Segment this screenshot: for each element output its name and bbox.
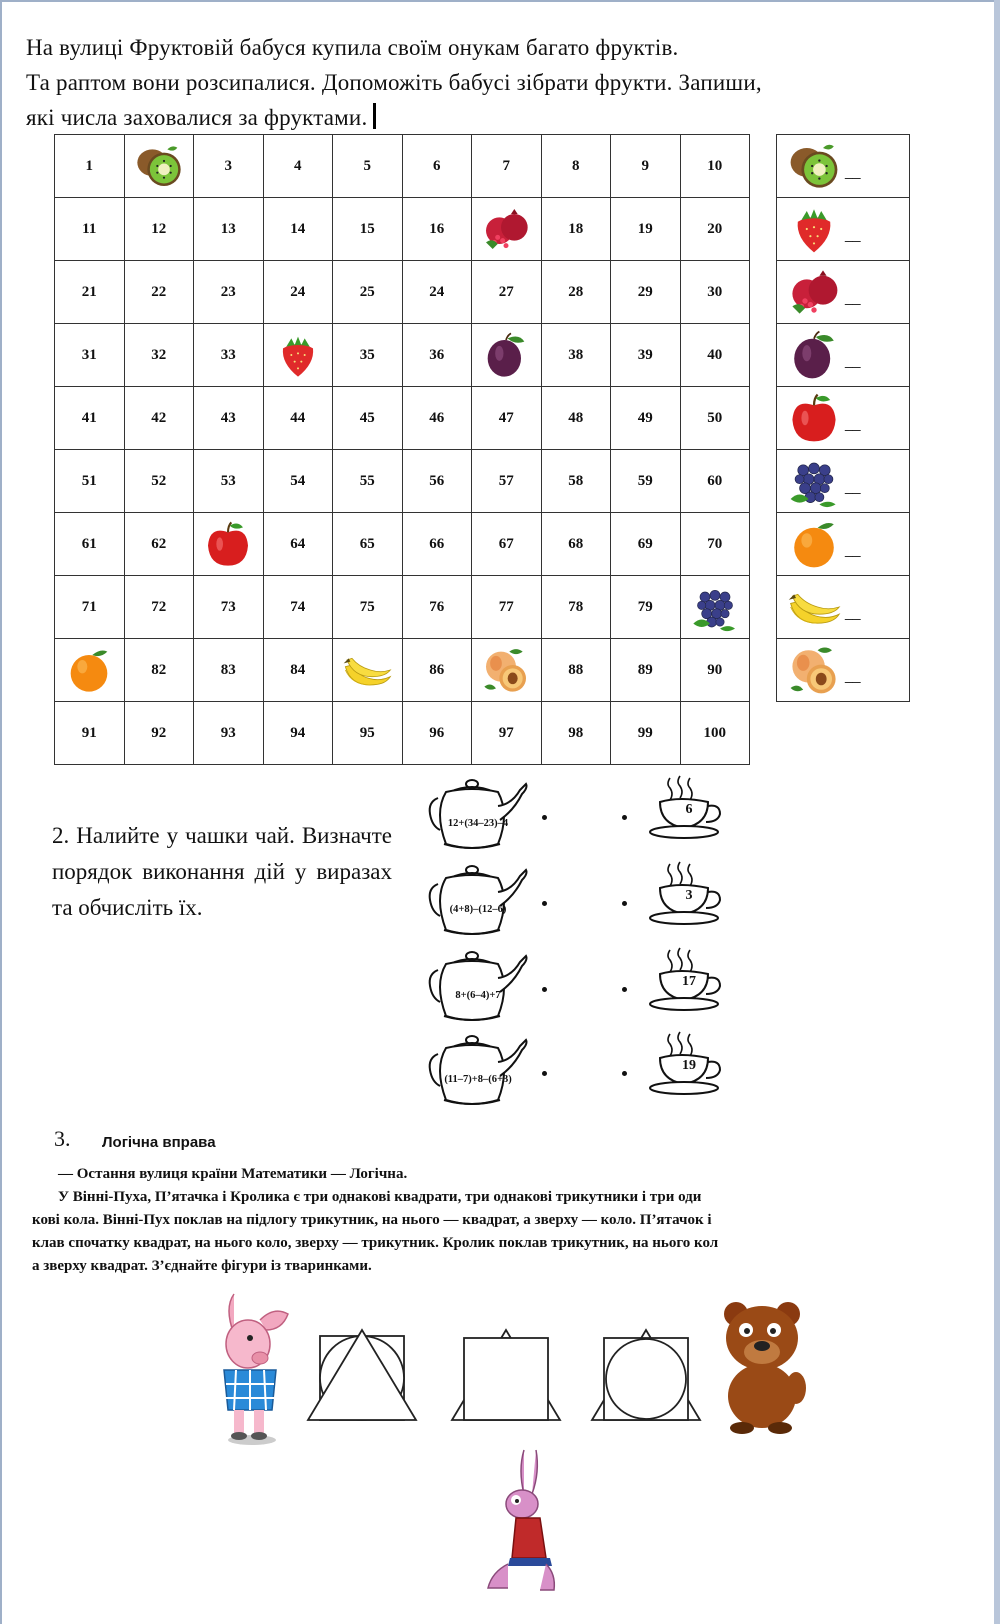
grid-cell: 86 bbox=[402, 639, 472, 702]
task3-line1: — Остання вулиця країни Математики — Логічна. bbox=[58, 1166, 408, 1182]
cup-value: 3 bbox=[685, 888, 693, 903]
grid-cell: 82 bbox=[124, 639, 194, 702]
piglet-illustration bbox=[212, 1290, 294, 1450]
grid-cell: 28 bbox=[541, 261, 611, 324]
grid-row bbox=[55, 198, 750, 261]
teapot-cup-row bbox=[424, 772, 744, 850]
grid-cell: 69 bbox=[611, 513, 681, 576]
grid-cell: 83 bbox=[194, 639, 264, 702]
hundred-grid bbox=[54, 134, 750, 765]
grid-cell: 16 bbox=[402, 198, 472, 261]
grid-cell: 9 bbox=[611, 135, 681, 198]
grid-row bbox=[55, 513, 750, 576]
match-dot-left[interactable] bbox=[542, 987, 547, 992]
grid-cell: 41 bbox=[55, 387, 125, 450]
answer-blank: __ bbox=[845, 163, 861, 179]
grid-cell: 91 bbox=[55, 702, 125, 765]
task3-line5: а зверху квадрат. З’єднайте фігури із тваринками. bbox=[32, 1258, 372, 1274]
task1-line3: які числа заховалися за фруктами. bbox=[26, 105, 368, 130]
grid-cell: 15 bbox=[333, 198, 403, 261]
fruit-answer-column bbox=[776, 134, 910, 702]
answer-blank: __ bbox=[845, 541, 861, 557]
task1-line2: Та раптом вони розсипалися. Допоможіть бабусі зібрати фрукти. Запиши, bbox=[26, 70, 762, 95]
answer-cell[interactable] bbox=[777, 639, 910, 702]
orange-icon bbox=[787, 517, 841, 571]
grid-row bbox=[55, 450, 750, 513]
grid-cell: 53 bbox=[194, 450, 264, 513]
grid-cell: 92 bbox=[124, 702, 194, 765]
orange-icon bbox=[64, 645, 114, 695]
winnie-the-pooh-illustration bbox=[712, 1296, 816, 1436]
grid-cell: 73 bbox=[194, 576, 264, 639]
grid-cell: 70 bbox=[680, 513, 750, 576]
grid-cell: 84 bbox=[263, 639, 333, 702]
grid-cell: 8 bbox=[541, 135, 611, 198]
grid-cell: 3 bbox=[194, 135, 264, 198]
grid-cell: 43 bbox=[194, 387, 264, 450]
answer-cell[interactable] bbox=[777, 513, 910, 576]
grid-cell: 19 bbox=[611, 198, 681, 261]
grid-cell: 50 bbox=[680, 387, 750, 450]
cup-value: 17 bbox=[682, 974, 696, 989]
grid-cell: 29 bbox=[611, 261, 681, 324]
grid-cell: 18 bbox=[541, 198, 611, 261]
teapot-icon bbox=[424, 944, 536, 1022]
task3-text bbox=[32, 1163, 962, 1278]
grid-cell: 48 bbox=[541, 387, 611, 450]
answer-blank: __ bbox=[845, 415, 861, 431]
match-dot-right[interactable] bbox=[622, 815, 627, 820]
window-top-border bbox=[0, 0, 1000, 2]
window-left-border bbox=[0, 0, 2, 1624]
grid-cell: 67 bbox=[472, 513, 542, 576]
teapot-cup-row bbox=[424, 944, 744, 1022]
answer-blank: __ bbox=[845, 667, 861, 683]
grid-cell-apple-icon bbox=[194, 513, 264, 576]
answer-blank: __ bbox=[845, 352, 861, 368]
cup-value: 6 bbox=[685, 802, 693, 817]
answer-cell[interactable] bbox=[777, 576, 910, 639]
grid-cell: 66 bbox=[402, 513, 472, 576]
grid-cell: 55 bbox=[333, 450, 403, 513]
pomegranate-icon bbox=[481, 204, 531, 254]
text-cursor bbox=[373, 103, 376, 129]
apple-icon bbox=[787, 391, 841, 445]
task3-line2: У Вінні-Пуха, П’ятачка і Кролика є три однакові квадрати, три однакові трикутники і три оди bbox=[58, 1189, 702, 1205]
grid-cell: 56 bbox=[402, 450, 472, 513]
grid-cell: 1 bbox=[55, 135, 125, 198]
grid-cell: 58 bbox=[541, 450, 611, 513]
grid-cell: 95 bbox=[333, 702, 403, 765]
grid-cell: 90 bbox=[680, 639, 750, 702]
strawberry-icon bbox=[787, 202, 841, 256]
grid-cell: 11 bbox=[55, 198, 125, 261]
teapot-icon bbox=[424, 772, 536, 850]
grid-cell: 47 bbox=[472, 387, 542, 450]
window-right-border bbox=[994, 0, 1000, 1624]
grid-cell: 40 bbox=[680, 324, 750, 387]
grid-cell-orange-icon bbox=[55, 639, 125, 702]
grid-cell: 39 bbox=[611, 324, 681, 387]
grid-cell-grapes-icon bbox=[680, 576, 750, 639]
strawberry-icon bbox=[273, 330, 323, 380]
answer-cell[interactable] bbox=[777, 324, 910, 387]
teapot-expression: (4+8)–(12–6) bbox=[449, 904, 507, 915]
answer-cell[interactable] bbox=[777, 387, 910, 450]
grid-cell: 72 bbox=[124, 576, 194, 639]
grid-cell: 23 bbox=[194, 261, 264, 324]
grid-cell: 98 bbox=[541, 702, 611, 765]
match-dot-left[interactable] bbox=[542, 901, 547, 906]
answer-row bbox=[777, 135, 910, 198]
match-dot-right[interactable] bbox=[622, 1071, 627, 1076]
peach-icon bbox=[481, 645, 531, 695]
grid-cell-strawberry-icon bbox=[263, 324, 333, 387]
grid-cell: 10 bbox=[680, 135, 750, 198]
peach-icon bbox=[787, 643, 841, 697]
task3-line3: кові кола. Вінні-Пух поклав на підлогу трикутник, на нього — квадрат, а зверху — коло. П’ятачок і bbox=[32, 1212, 712, 1228]
grid-cell: 5 bbox=[333, 135, 403, 198]
grid-cell: 13 bbox=[194, 198, 264, 261]
grid-cell: 20 bbox=[680, 198, 750, 261]
grid-cell: 79 bbox=[611, 576, 681, 639]
banana-icon bbox=[342, 645, 392, 695]
grid-cell: 60 bbox=[680, 450, 750, 513]
grid-cell: 4 bbox=[263, 135, 333, 198]
grid-cell: 57 bbox=[472, 450, 542, 513]
answer-row bbox=[777, 513, 910, 576]
grid-cell-kiwi-icon bbox=[124, 135, 194, 198]
grid-cell: 14 bbox=[263, 198, 333, 261]
grid-cell: 64 bbox=[263, 513, 333, 576]
grid-cell: 77 bbox=[472, 576, 542, 639]
teapot-icon bbox=[424, 858, 536, 936]
grid-cell: 99 bbox=[611, 702, 681, 765]
answer-row bbox=[777, 198, 910, 261]
task2-text: 2. Налийте у чашки чай. Визначте порядок виконання дій у виразах та обчисліть їх. bbox=[52, 823, 392, 920]
grid-cell: 42 bbox=[124, 387, 194, 450]
answer-row bbox=[777, 261, 910, 324]
match-dot-left[interactable] bbox=[542, 1071, 547, 1076]
grapes-icon bbox=[787, 454, 841, 508]
answer-row bbox=[777, 387, 910, 450]
grid-row bbox=[55, 261, 750, 324]
grid-cell-banana-icon bbox=[333, 639, 403, 702]
grid-cell: 45 bbox=[333, 387, 403, 450]
grid-cell: 21 bbox=[55, 261, 125, 324]
task3-number: 3. bbox=[54, 1126, 71, 1151]
match-dot-right[interactable] bbox=[622, 987, 627, 992]
answer-row bbox=[777, 324, 910, 387]
grid-cell: 88 bbox=[541, 639, 611, 702]
plum-icon bbox=[787, 328, 841, 382]
grid-cell: 22 bbox=[124, 261, 194, 324]
answer-cell[interactable] bbox=[777, 135, 910, 198]
grid-cell: 51 bbox=[55, 450, 125, 513]
grid-cell-plum-icon bbox=[472, 324, 542, 387]
kiwi-icon bbox=[787, 139, 841, 193]
grid-cell: 78 bbox=[541, 576, 611, 639]
grid-cell: 12 bbox=[124, 198, 194, 261]
grid-cell: 24 bbox=[402, 261, 472, 324]
plum-icon bbox=[481, 330, 531, 380]
task3-title: Логічна вправа bbox=[102, 1134, 216, 1151]
kiwi-icon bbox=[134, 141, 184, 191]
answer-cell[interactable] bbox=[777, 261, 910, 324]
figure-square-circle-triangle bbox=[306, 1328, 418, 1422]
grid-cell: 62 bbox=[124, 513, 194, 576]
grid-cell: 68 bbox=[541, 513, 611, 576]
grid-cell: 33 bbox=[194, 324, 264, 387]
answer-row bbox=[777, 450, 910, 513]
grid-cell: 97 bbox=[472, 702, 542, 765]
teapot-expression: 8+(6–4)+7 bbox=[455, 990, 501, 1001]
grid-cell: 93 bbox=[194, 702, 264, 765]
teapot-icon bbox=[424, 1028, 536, 1106]
answer-row bbox=[777, 576, 910, 639]
grid-cell: 27 bbox=[472, 261, 542, 324]
answer-blank: __ bbox=[845, 226, 861, 242]
grid-cell: 74 bbox=[263, 576, 333, 639]
grid-cell: 46 bbox=[402, 387, 472, 450]
grid-cell: 25 bbox=[333, 261, 403, 324]
grid-row bbox=[55, 387, 750, 450]
answer-blank: __ bbox=[845, 604, 861, 620]
grid-cell: 96 bbox=[402, 702, 472, 765]
grid-cell: 24 bbox=[263, 261, 333, 324]
grid-cell: 52 bbox=[124, 450, 194, 513]
teapot-cup-row bbox=[424, 858, 744, 936]
grid-cell: 44 bbox=[263, 387, 333, 450]
grid-row bbox=[55, 702, 750, 765]
grid-cell: 49 bbox=[611, 387, 681, 450]
teapot-expression: 12+(34–23)–4 bbox=[447, 818, 509, 829]
grid-row bbox=[55, 324, 750, 387]
cup-value: 19 bbox=[682, 1058, 696, 1073]
grid-cell: 30 bbox=[680, 261, 750, 324]
answer-blank: __ bbox=[845, 289, 861, 305]
answer-row bbox=[777, 639, 910, 702]
teapot-expression: (11–7)+8–(6+3) bbox=[444, 1074, 512, 1085]
grid-cell: 76 bbox=[402, 576, 472, 639]
answer-cell[interactable] bbox=[777, 198, 910, 261]
grid-cell: 59 bbox=[611, 450, 681, 513]
figure-triangle-circle-square bbox=[450, 1328, 562, 1422]
banana-icon bbox=[787, 580, 841, 634]
match-dot-right[interactable] bbox=[622, 901, 627, 906]
grid-cell: 36 bbox=[402, 324, 472, 387]
grid-cell: 75 bbox=[333, 576, 403, 639]
grid-row bbox=[55, 576, 750, 639]
task3-line4: клав спочатку квадрат, на нього коло, зверху — трикутник. Кролик поклав трикутник, на нього кол bbox=[32, 1235, 719, 1251]
grid-cell: 94 bbox=[263, 702, 333, 765]
grapes-icon bbox=[690, 582, 740, 632]
grid-cell: 71 bbox=[55, 576, 125, 639]
grid-cell: 35 bbox=[333, 324, 403, 387]
apple-icon bbox=[203, 519, 253, 569]
rabbit-illustration bbox=[480, 1446, 570, 1598]
pomegranate-icon bbox=[787, 265, 841, 319]
answer-cell[interactable] bbox=[777, 450, 910, 513]
grid-cell-pomegranate-icon bbox=[472, 198, 542, 261]
grid-cell: 32 bbox=[124, 324, 194, 387]
figure-triangle-square-circle bbox=[590, 1328, 702, 1422]
grid-cell: 31 bbox=[55, 324, 125, 387]
match-dot-left[interactable] bbox=[542, 815, 547, 820]
grid-cell: 89 bbox=[611, 639, 681, 702]
task1-line1: На вулиці Фруктовій бабуся купила своїм онукам багато фруктів. bbox=[26, 35, 679, 60]
grid-cell: 100 bbox=[680, 702, 750, 765]
grid-cell: 38 bbox=[541, 324, 611, 387]
grid-cell: 6 bbox=[402, 135, 472, 198]
grid-cell: 61 bbox=[55, 513, 125, 576]
teapot-cup-row bbox=[424, 1028, 744, 1106]
answer-blank: __ bbox=[845, 478, 861, 494]
grid-cell: 54 bbox=[263, 450, 333, 513]
grid-cell-peach-icon bbox=[472, 639, 542, 702]
task1-text[interactable] bbox=[26, 30, 916, 135]
grid-row bbox=[55, 135, 750, 198]
grid-cell: 7 bbox=[472, 135, 542, 198]
grid-cell: 65 bbox=[333, 513, 403, 576]
grid-row bbox=[55, 639, 750, 702]
